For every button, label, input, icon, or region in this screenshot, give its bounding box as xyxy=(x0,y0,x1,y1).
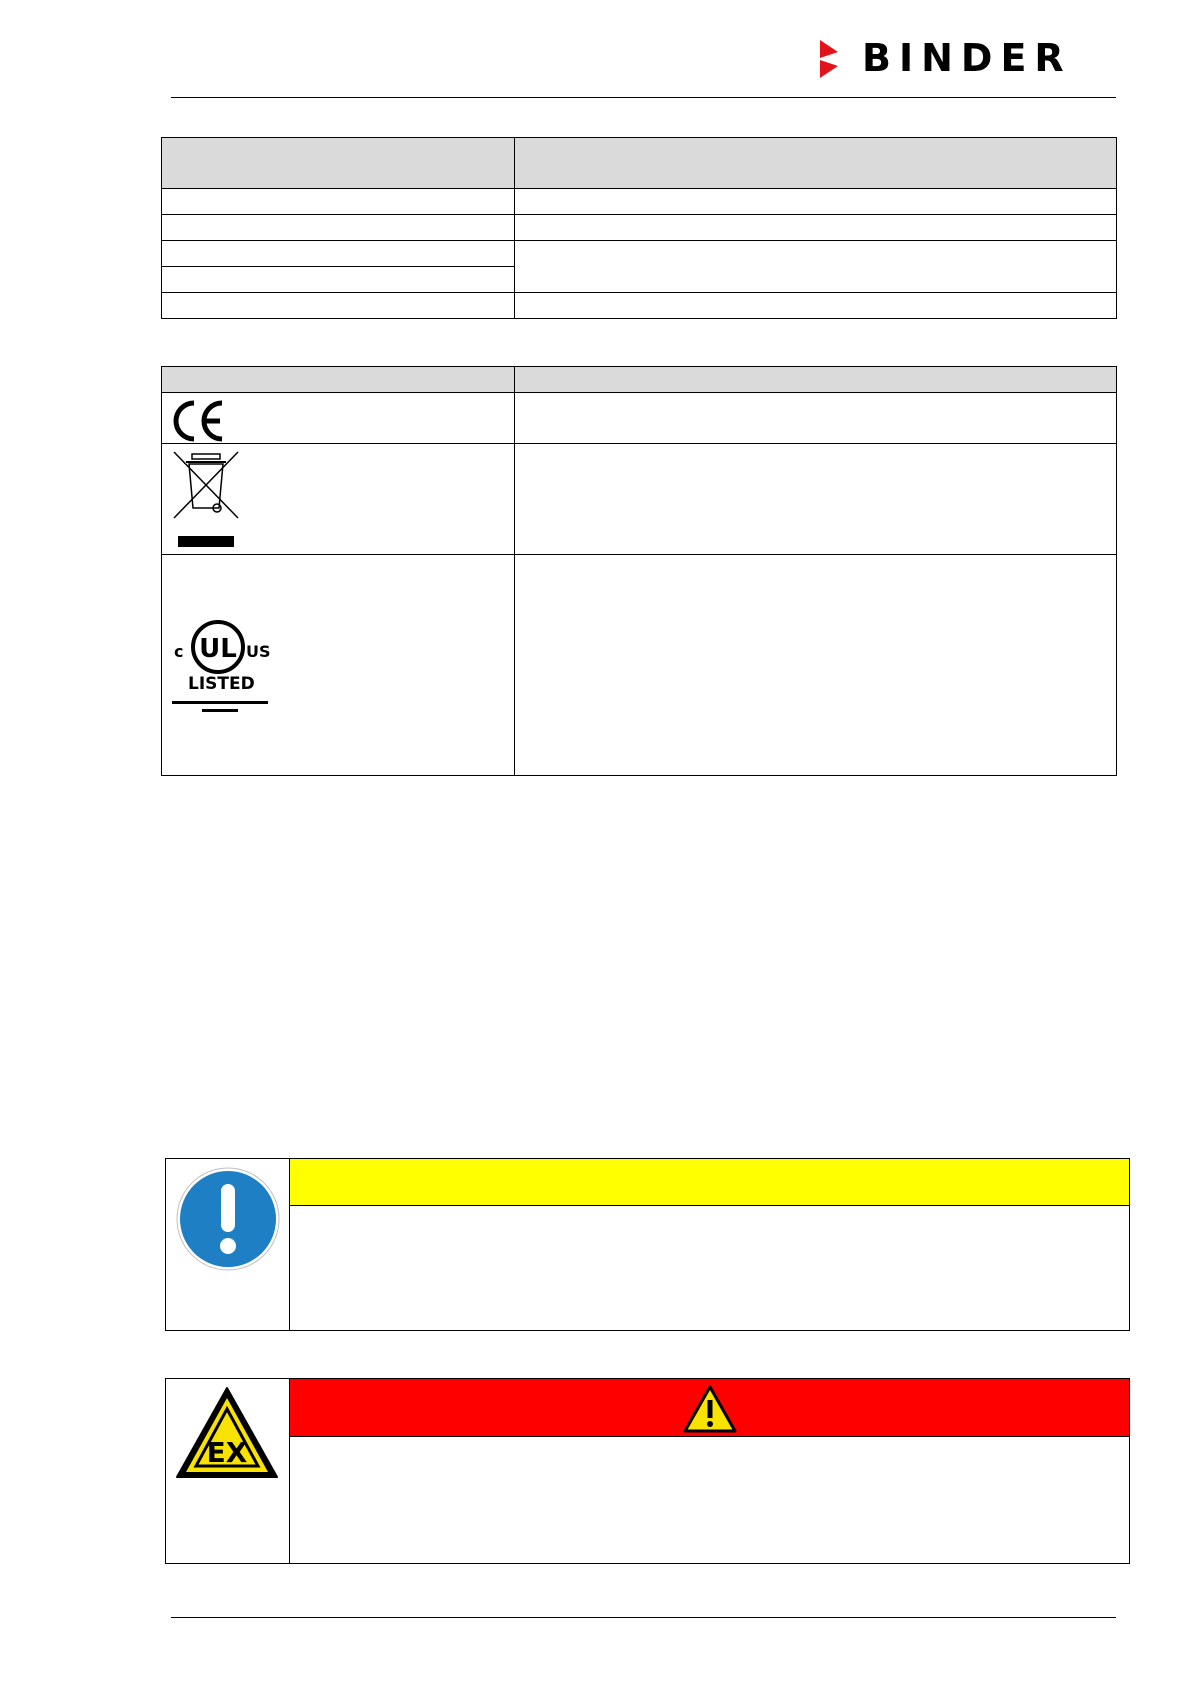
table-cell-merged xyxy=(515,241,1117,293)
binder-logo xyxy=(818,36,1118,80)
table-cell xyxy=(515,138,1117,189)
table-row xyxy=(162,444,1117,555)
binder-logo-text: BINDER xyxy=(862,36,1072,80)
table-cell xyxy=(515,215,1117,241)
svg-text:UL: UL xyxy=(199,634,237,664)
table-cell xyxy=(515,444,1117,555)
svg-text:US: US xyxy=(246,642,271,661)
notice-icon-cell xyxy=(166,1159,290,1330)
table-cell xyxy=(162,555,515,776)
ce-mark-icon xyxy=(170,399,228,443)
table-cell xyxy=(162,241,515,267)
notice-caution xyxy=(165,1158,1130,1331)
explosion-ex-warning-icon xyxy=(174,1385,280,1481)
table-cell xyxy=(162,215,515,241)
table-row xyxy=(162,215,1117,241)
data-table-1 xyxy=(161,137,1117,319)
binder-logo-mark-icon xyxy=(818,38,848,78)
footer-rule xyxy=(171,1617,1116,1618)
table-cell xyxy=(162,293,515,319)
table-row xyxy=(162,293,1117,319)
table-cell xyxy=(515,293,1117,319)
table-row xyxy=(162,241,1117,267)
svg-text:LISTED: LISTED xyxy=(188,674,255,694)
table-row xyxy=(162,555,1117,776)
weee-crossed-bin-icon xyxy=(172,450,240,550)
caution-signal-bar xyxy=(290,1159,1129,1206)
table-row xyxy=(162,393,1117,444)
table-cell xyxy=(162,267,515,293)
table-cell xyxy=(162,189,515,215)
table-cell xyxy=(515,393,1117,444)
table-header-row xyxy=(162,138,1117,189)
danger-signal-bar xyxy=(290,1379,1129,1437)
table-header-row xyxy=(162,367,1117,393)
ul-listed-mark-icon xyxy=(172,613,272,719)
table-cell xyxy=(515,555,1117,776)
header-rule xyxy=(171,97,1116,98)
svg-text:c: c xyxy=(174,642,184,661)
table-cell xyxy=(515,189,1117,215)
certification-table xyxy=(161,366,1117,776)
table-cell xyxy=(162,444,515,555)
table-cell xyxy=(515,367,1117,393)
table-cell xyxy=(162,138,515,189)
notice-icon-cell xyxy=(166,1379,290,1563)
table-cell xyxy=(162,393,515,444)
table-cell xyxy=(162,367,515,393)
table-row xyxy=(162,189,1117,215)
notice-danger xyxy=(165,1378,1130,1564)
warning-triangle-icon xyxy=(683,1385,737,1433)
mandatory-exclamation-icon xyxy=(175,1166,281,1272)
svg-text:EX: EX xyxy=(206,1436,248,1469)
